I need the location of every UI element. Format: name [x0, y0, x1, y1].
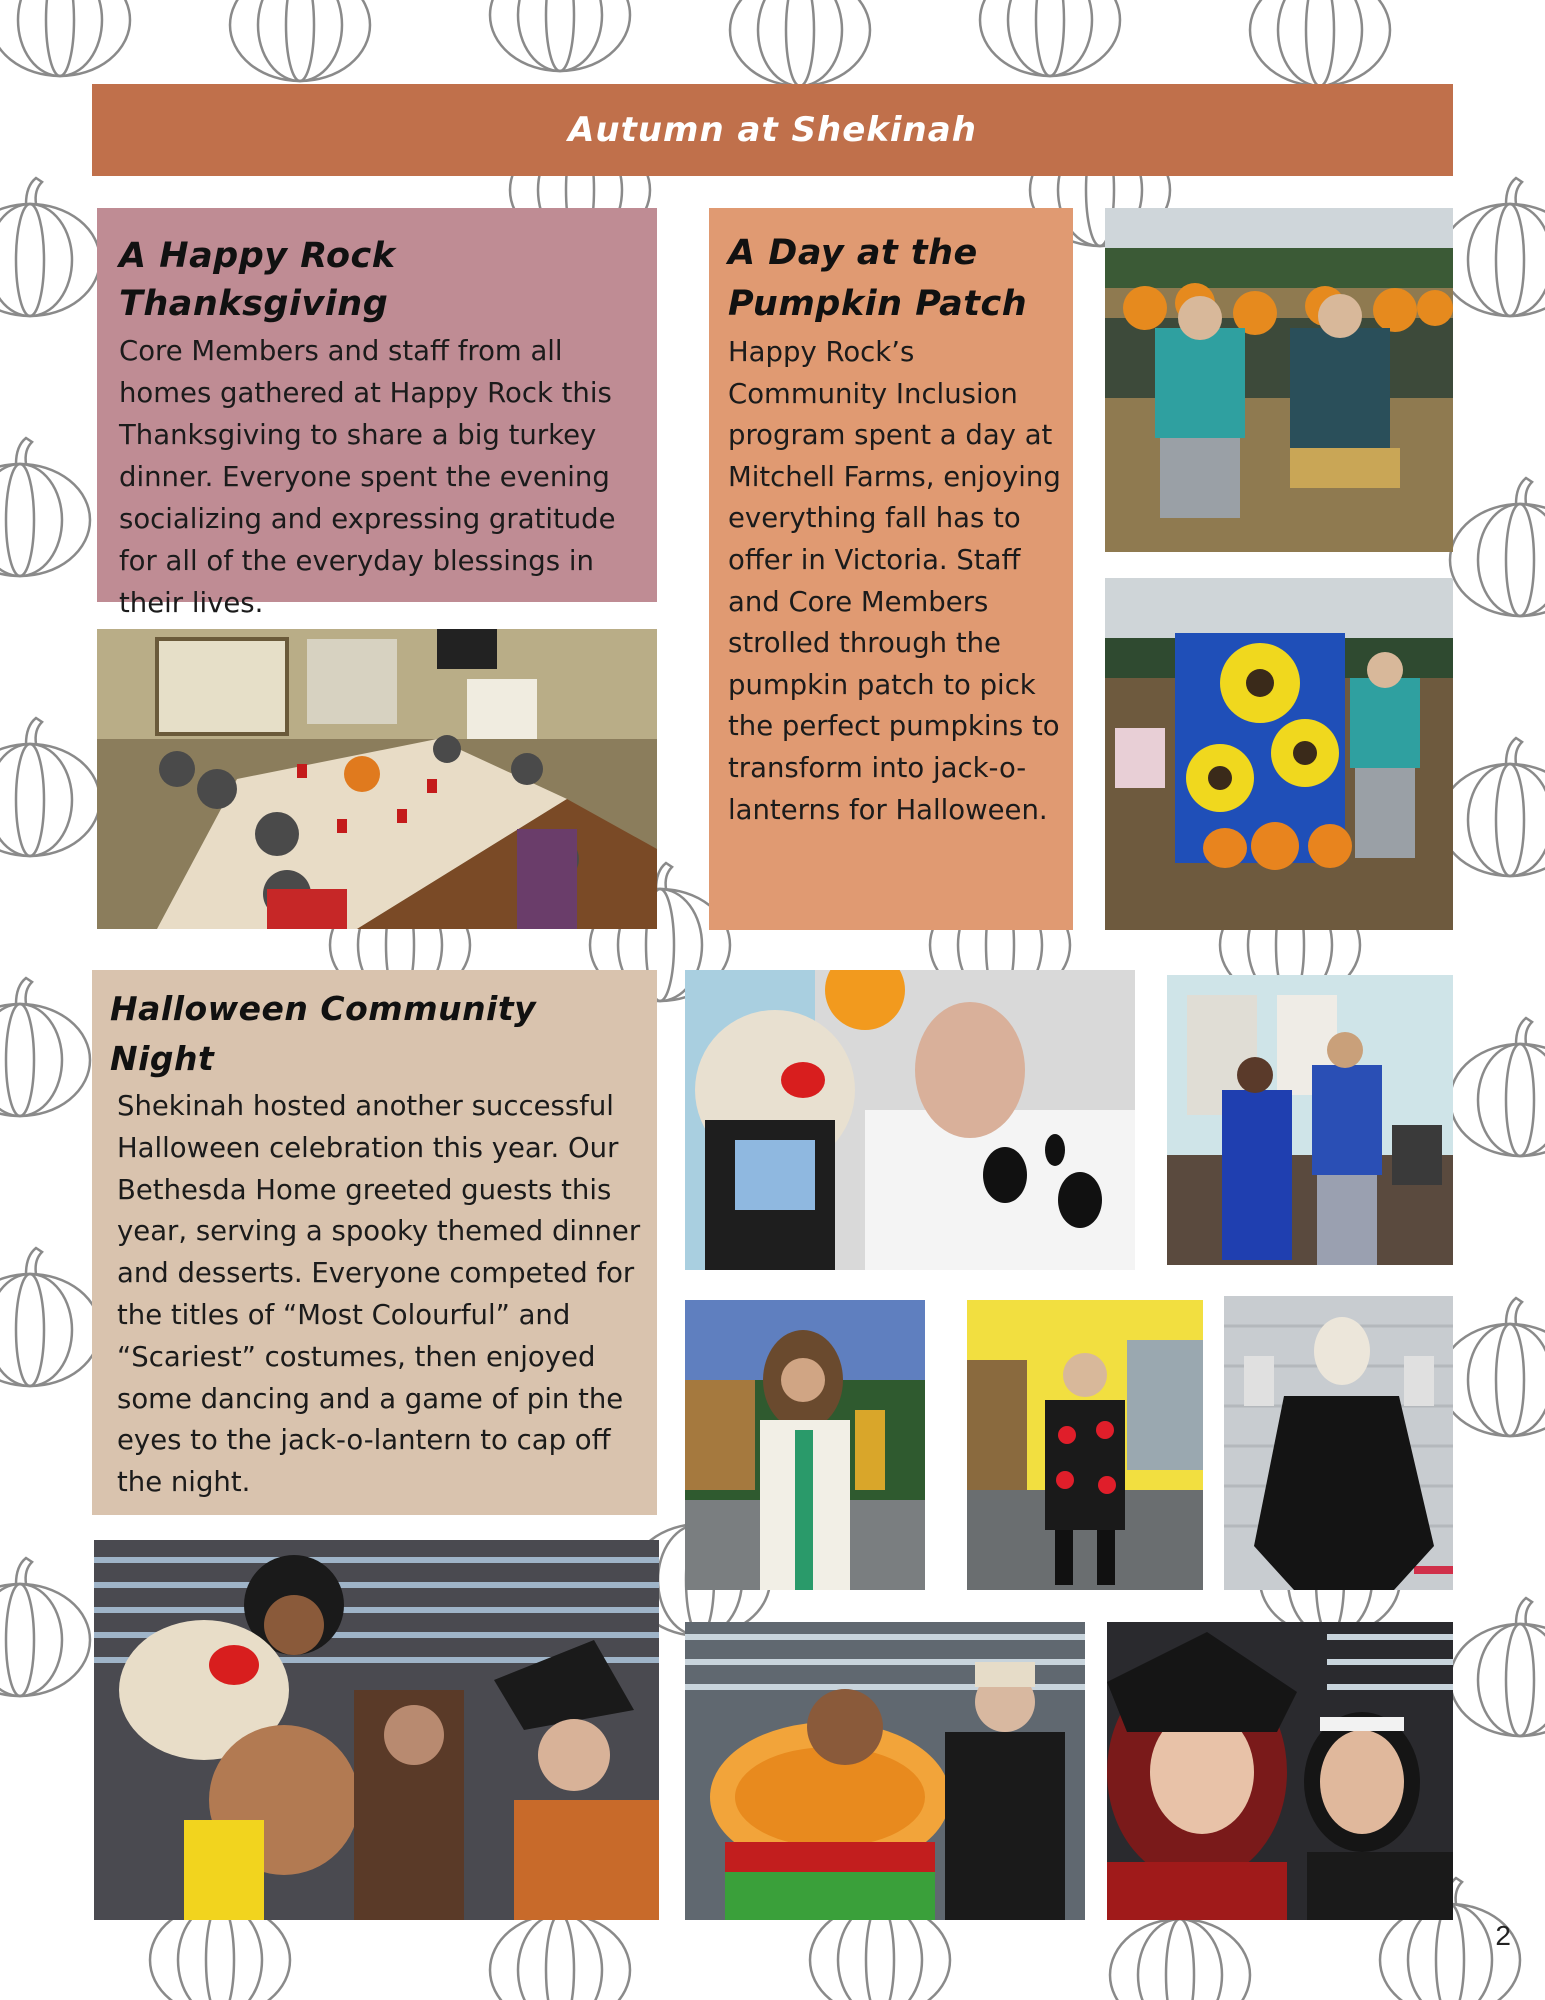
page-number: 2 — [1495, 1920, 1511, 1951]
newsletter-banner — [92, 84, 1453, 176]
halloween-section — [92, 970, 657, 1515]
dancing-photo — [1167, 975, 1453, 1265]
halloween-body: Shekinah hosted another successful Halloween celebration this year. Our Bethesda Home greeted guests this year, serving a spooky themed dinner and desserts. Everyone competed for the titles of “Most Colourful” and “Scariest” costumes, then enjoyed some dancing and a game of pin the eyes to the jack-o-lantern to cap off the night. — [117, 1090, 641, 1499]
halloween-title: Halloween Community Night — [110, 989, 537, 1078]
sunflower-board-photo — [1105, 578, 1453, 930]
thanksgiving-section — [97, 208, 657, 619]
pumpkin-patch-body: Happy Rock’s Community Inclusion program spent a day at Mitchell Farms, enjoying everything fall has to offer in Victoria. Staff and Core Members strolled through the pumpkin patch to pick the perfect pumpkins to transform into jack-o-lanterns for Halloween. — [728, 336, 1061, 826]
banner-title: Autumn at Shekinah — [568, 110, 977, 150]
witch-and-nun-selfie-photo — [1107, 1622, 1453, 1920]
skeleton-costume-photo — [1224, 1296, 1453, 1590]
thanksgiving-dinner-photo — [97, 629, 657, 929]
pumpkin-patch-section — [709, 208, 1073, 930]
egyptian-costume-photo — [685, 1300, 925, 1590]
ladybug-costume-photo — [967, 1300, 1203, 1590]
thanksgiving-body: Core Members and staff from all homes gathered at Happy Rock this Thanksgiving to share a big turkey dinner. Everyone spent the evening socializing and expressing gratitude for all of the everyday blessings in their lives. — [119, 335, 616, 619]
hamburger-costume-photo — [685, 1622, 1085, 1920]
group-selfie-photo — [94, 1540, 659, 1920]
pumpkin-patch-title: A Day at the Pumpkin Patch — [728, 233, 1028, 324]
pumpkin-wagon-photo — [1105, 208, 1453, 552]
clown-and-ghost-photo — [685, 970, 1135, 1270]
thanksgiving-title: A Happy Rock Thanksgiving — [119, 236, 396, 324]
